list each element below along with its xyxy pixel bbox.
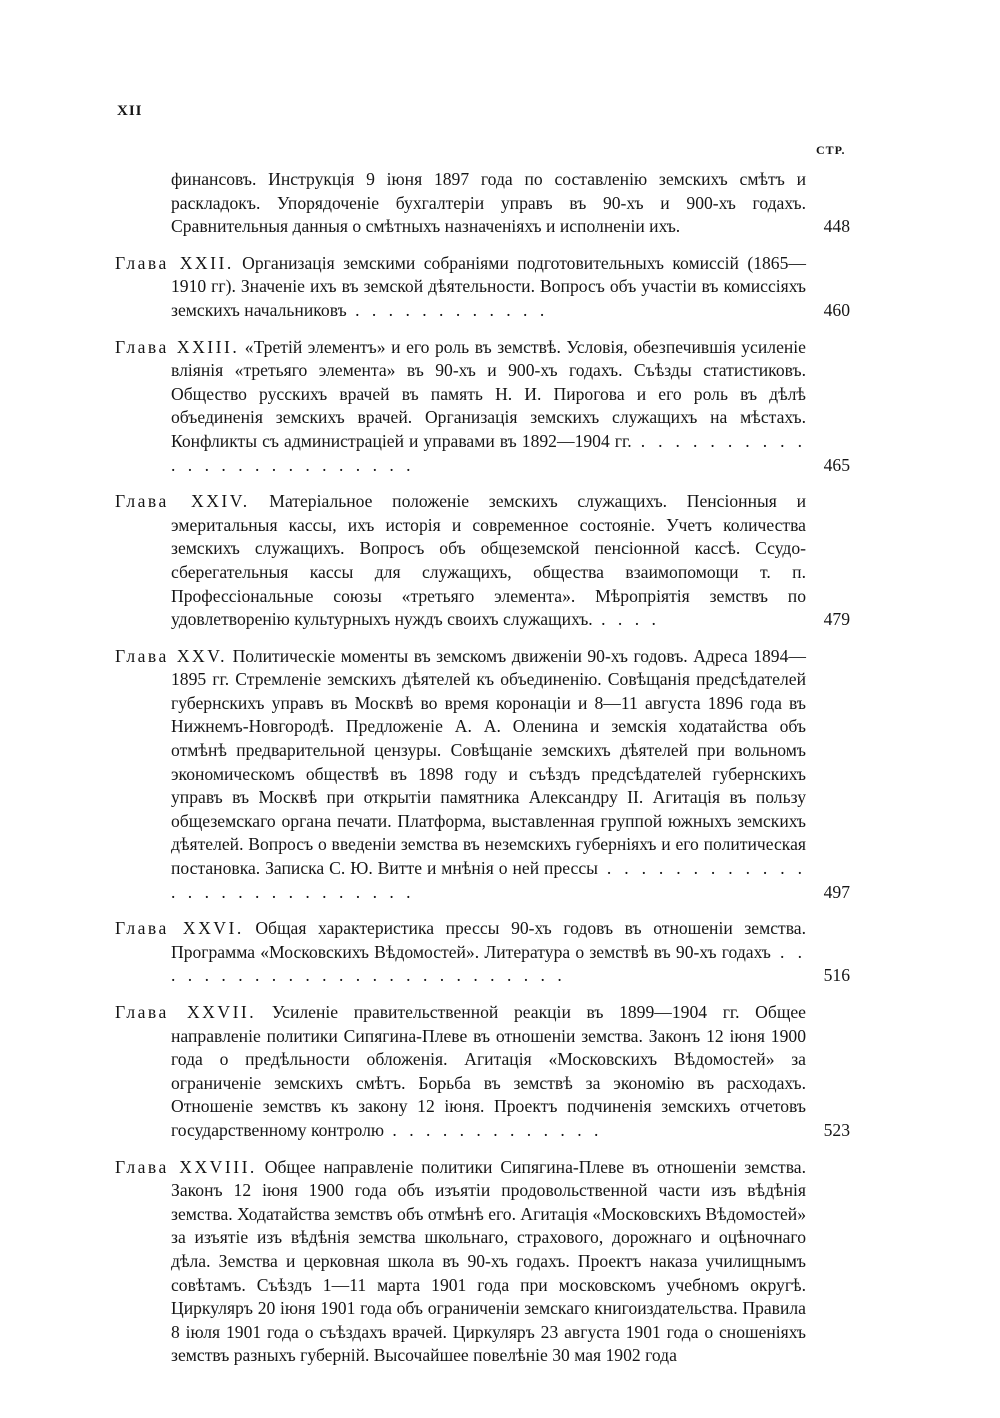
toc-entry-page: 448 bbox=[823, 216, 850, 237]
chapter-label: Глава XXVII. bbox=[115, 1002, 257, 1022]
toc-entry bbox=[115, 645, 850, 905]
page-number: XII bbox=[117, 103, 143, 119]
toc-entry-text: Глава XXVII. Усиленіе правительственной реакціи въ 1899—1904 гг. Общее направленіе политики Сипягина-Плеве въ отношеніи земства. Законъ 12 іюня 1900 года о предѣльности обложенія. Агитація «Московскихъ Вѣдомостей» за ограниченіе земскихъ смѣтъ. Борьба въ земствѣ за экономію въ расходахъ. Отношеніе земствъ къ закону 12 іюня. Проектъ подчиненія земскихъ отчетовъ государственному контролю . . . . . . . . . . . . . bbox=[115, 1002, 806, 1140]
toc-entry-page: 497 bbox=[823, 881, 850, 902]
dot-leaders: . . . . . . . . . . . . . . . . . . . . . . . . . . . bbox=[171, 858, 806, 902]
chapter-label: Глава XXIII. bbox=[115, 336, 240, 357]
chapter-label: Глава XXII. bbox=[115, 252, 234, 273]
toc-entry bbox=[115, 1156, 850, 1368]
page-column-label: СТР. bbox=[816, 143, 846, 157]
toc-entry-text: Глава XXII. Организація земскими собраніями подготовительныхъ комиссій (1865—1910 гг). Значеніе ихъ въ земской дѣятельности. Вопросъ объ участіи въ комиссіяхъ земскихъ начальниковъ . . . . . . . . . . . . bbox=[115, 252, 806, 320]
dot-leaders: . . . . bbox=[592, 609, 660, 630]
toc-entry-page: 460 bbox=[823, 299, 850, 320]
toc-entry-text: Глава XXVIII. Общее направленіе политики Сипягина-Плеве въ отношеніи земства. Законъ 12 іюня 1900 года объ изъятіи продовольственной части изъ вѣдѣнія земства. Ходатайства земствъ объ отмѣнѣ его. Агитація «Московскихъ Вѣдомостей» за изъятіе изъ вѣдѣнія земства школьнаго, страхового, дорожнаго и оцѣночнаго дѣла. Земства и церковная школа въ 90-хъ годахъ. Проектъ наказа училищнымъ совѣтамъ. Съѣздъ 1—11 марта 1901 года при московскомъ учебномъ округѣ. Циркуляръ 20 іюня 1901 года объ ограниченіи земскаго книгоиздательства. Правила 8 іюля 1901 года о съѣздахъ врачей. Циркуляръ 23 августа 1901 года о сношеніяхъ земствъ разныхъ губерній. Высочайшее повелѣніе 30 мая 1902 года bbox=[115, 1156, 807, 1366]
dot-leaders: . . . . . . . . . . . . . . . . . . . . . . . . . . bbox=[171, 941, 807, 986]
toc-entry bbox=[115, 1001, 850, 1143]
dot-leaders: . . . . . . . . . . . . . bbox=[384, 1119, 603, 1140]
toc-entry-text: финансовъ. Инструкція 9 іюня 1897 года по составленію земскихъ смѣтъ и раскладокъ. Упорядоченіе бухгалтеріи управъ въ 90-хъ и 900-хъ годахъ. Сравнительныя данныя о смѣтныхъ назначеніяхъ и исполненіи ихъ. bbox=[171, 169, 806, 237]
toc-entry-text: Глава XXIII. «Третій элементъ» и его роль въ земствѣ. Условія, обезпечившія усиленіе вліянія «третьяго элемента» въ 90-хъ и 900-хъ годахъ. Съѣзды статистиковъ. Общество русскихъ врачей въ память Н. И. Пирогова и его роль въ дѣлѣ объединенія земскихъ врачей. Организація земскихъ служащихъ на мѣстахъ. Конфликты съ администраціей и управами въ 1892—1904 гг. . . . . . . . . . . . . . . . . . . . . . . . . . bbox=[115, 336, 807, 475]
toc-entry-page: 523 bbox=[823, 1119, 850, 1140]
toc-entry-page: 465 bbox=[823, 454, 850, 475]
toc-entry bbox=[115, 336, 850, 478]
toc-entry-page: 516 bbox=[823, 965, 850, 986]
toc-entry-text: Глава XXVI. Общая характеристика прессы 90-хъ годовъ въ отношеніи земства. Программа «Московскихъ Вѣдомостей». Литература о земствѣ въ 90-хъ годахъ . . . . . . . . . . . . . . . . . . . . . . . . . . bbox=[115, 918, 807, 986]
toc-entry bbox=[115, 168, 850, 239]
toc-entry-text: Глава XXIV. Матеріальное положеніе земскихъ служащихъ. Пенсіонныя и эмеритальныя кассы, ихъ исторія и современное состояніе. Учетъ количества земскихъ служащихъ. Вопросъ объ общеземской пенсіонной кассѣ. Ссудо-сберегательныя кассы для служащихъ, общества взаимопомощи т. п. Профессіональные союзы «третьяго элемента». Мѣропріятія земствъ по удовлетворенію культурныхъ нуждъ своихъ служащихъ. . . . . bbox=[115, 491, 806, 630]
chapter-label: Глава XXVIII. bbox=[115, 1156, 257, 1177]
dot-leaders: . . . . . . . . . . . . . . . . . . . . . . . . . bbox=[171, 430, 807, 475]
toc-entry bbox=[115, 252, 850, 323]
dot-leaders: . . . . . . . . . . . . bbox=[346, 299, 549, 320]
toc-entry-text: Глава XXV. Политическіе моменты въ земскомъ движеніи 90-хъ годовъ. Адреса 1894—1895 гг. Стремленіе земскихъ дѣятелей къ объединенію. Совѣщанія предсѣдателей губернскихъ управъ въ Москвѣ во время коронаціи и 8—11 августа 1896 года въ Нижнемъ-Новгородѣ. Предложеніе А. А. Оленина и земскія ходатайства объ отмѣнѣ предварительной цензуры. Совѣщаніе земскихъ дѣятелей при вольномъ экономическомъ обществѣ въ 1898 году и съѣздъ предсѣдателей губернскихъ управъ въ Москвѣ при открытіи памятника Александру II. Агитація въ пользу общеземскаго органа печати. Платформа, выставленная группой южныхъ земскихъ дѣятелей. Вопросъ о введеніи земства въ неземскихъ губерніяхъ и его политическая постановка. Записка С. Ю. Витте и мнѣнія о ней прессы . . . . . . . . . . . . . . . . . . . . . . . . . . . bbox=[115, 645, 806, 902]
toc-entry-page: 479 bbox=[823, 609, 850, 630]
chapter-label: Глава XXV. bbox=[115, 645, 228, 666]
toc-entry bbox=[115, 917, 850, 988]
chapter-label: Глава XXVI. bbox=[115, 918, 244, 939]
chapter-label: Глава XXIV. bbox=[115, 491, 250, 512]
toc-entry bbox=[115, 490, 850, 632]
table-of-contents bbox=[115, 168, 850, 1381]
